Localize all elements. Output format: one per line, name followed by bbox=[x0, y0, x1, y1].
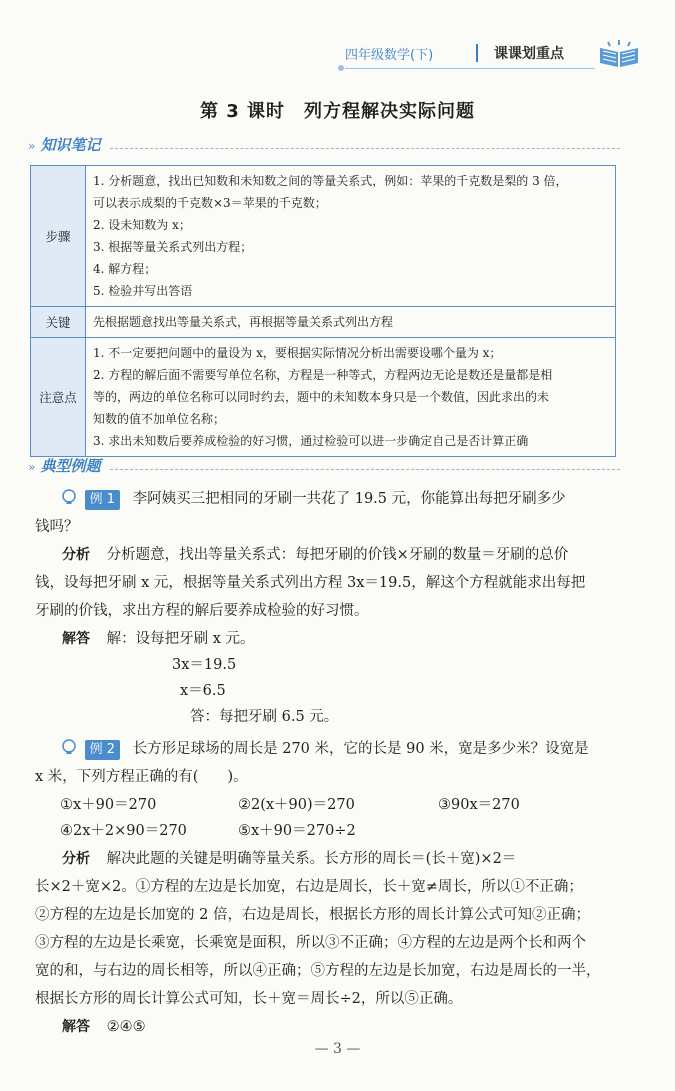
table-line: 3. 求出未知数后要养成检验的好习惯，通过检验可以进一步确定自己是否计算正确 bbox=[93, 434, 529, 448]
example1-question: 李阿姨买三把相同的牙刷一共花了 19.5 元，你能算出每把牙刷多少 bbox=[132, 491, 566, 507]
row-label: 注意点 bbox=[31, 338, 86, 457]
book-title: 四年级数学(下) bbox=[345, 48, 434, 63]
table-line: 4. 解方程； bbox=[93, 262, 157, 276]
table-line: 1. 分析题意，找出已知数和未知数之间的等量关系式，例如：苹果的千克数是梨的 3 倍， bbox=[93, 174, 568, 188]
table-line: 知数的值不加单位名称； bbox=[93, 412, 226, 426]
book-icon bbox=[598, 40, 640, 68]
table-line: 可以表示成梨的千克数×3＝苹果的千克数； bbox=[93, 196, 327, 210]
page-number: — 3 — bbox=[314, 1041, 361, 1057]
section-divider bbox=[110, 148, 620, 149]
row-label: 步骤 bbox=[31, 166, 86, 307]
table-line: 3. 根据等量关系式列出方程； bbox=[93, 240, 253, 254]
example1-question-line bbox=[60, 485, 566, 513]
answer-label: 解答 bbox=[62, 1019, 90, 1035]
table-row bbox=[31, 338, 616, 457]
example2-question-cont: x 米，下列方程正确的有( )。 bbox=[35, 769, 248, 785]
example1-question-cont: 钱吗？ bbox=[35, 519, 79, 535]
example2-analysis-line bbox=[62, 845, 516, 873]
section-examples-title: 典型例题 bbox=[40, 457, 101, 475]
example1-analysis-line bbox=[62, 541, 568, 569]
chevron-icon: » bbox=[28, 139, 36, 153]
equation-line: x＝6.5 bbox=[180, 683, 226, 699]
table-line: 等的，两边的单位名称可以同时约去，题中的未知数本身只是一个数值，因此求出的未 bbox=[93, 390, 550, 404]
option-2: ②2(x＋90)＝270 bbox=[238, 797, 355, 813]
analysis-text: 钱，设每把牙刷 x 元，根据等量关系式列出方程 3x＝19.5，解这个方程就能求出每把 bbox=[35, 575, 586, 591]
section-divider bbox=[110, 469, 620, 470]
answer-text: 解：设每把牙刷 x 元。 bbox=[106, 631, 255, 647]
table-line: 先根据题意找出等量关系式，再根据等量关系式列出方程 bbox=[93, 315, 394, 329]
answer-text: ②④⑤ bbox=[106, 1019, 146, 1035]
analysis-text: 牙刷的价钱，求出方程的解后要养成检验的好习惯。 bbox=[35, 603, 369, 619]
header-divider bbox=[476, 44, 478, 62]
equation-line: 3x＝19.5 bbox=[172, 657, 237, 673]
lightbulb-icon bbox=[60, 738, 78, 756]
example1-badge: 例 1 bbox=[85, 490, 120, 510]
table-line: 2. 方程的解后面不需要写单位名称，方程是一种等式，方程两边无论是数还是量都是相 bbox=[93, 368, 553, 382]
analysis-label: 分析 bbox=[62, 547, 90, 563]
answer-label: 解答 bbox=[62, 631, 90, 647]
example2-answer-line bbox=[62, 1013, 146, 1041]
analysis-text: 分析题意，找出等量关系式：每把牙刷的价钱×牙刷的数量＝牙刷的总价 bbox=[106, 547, 569, 563]
row-content bbox=[86, 166, 616, 307]
analysis-text: 长×2＋宽×2。①方程的左边是长加宽，右边是周长，长＋宽≠周长，所以①不正确； bbox=[35, 879, 583, 895]
knowledge-table bbox=[30, 165, 616, 457]
section-examples-header bbox=[28, 455, 100, 476]
analysis-text: ③方程的左边是长乘宽，长乘宽是面积，所以③不正确；④方程的左边是两个长和两个 bbox=[35, 935, 586, 951]
option-4: ④2x＋2×90＝270 bbox=[60, 823, 187, 839]
analysis-text: 根据长方形的周长计算公式可知，长＋宽＝周长÷2，所以⑤正确。 bbox=[35, 991, 463, 1007]
section-knowledge-title: 知识笔记 bbox=[40, 136, 101, 154]
analysis-text: 宽的和，与右边的周长相等，所以④正确；⑤方程的左边是长加宽，右边是周长的一半， bbox=[35, 963, 601, 979]
table-row bbox=[31, 307, 616, 338]
option-5: ⑤x＋90＝270÷2 bbox=[238, 823, 356, 839]
header-dot bbox=[338, 65, 344, 71]
chevron-icon: » bbox=[28, 460, 36, 474]
example2-question: 长方形足球场的周长是 270 米，它的长是 90 米，宽是多少米？设宽是 bbox=[132, 741, 589, 757]
table-line: 5. 检验并写出答语 bbox=[93, 284, 193, 298]
analysis-label: 分析 bbox=[62, 851, 90, 867]
example1-answer-line bbox=[62, 625, 255, 653]
series-title: 课课划重点 bbox=[494, 46, 564, 62]
option-3: ③90x＝270 bbox=[438, 797, 520, 813]
row-content bbox=[86, 307, 616, 338]
table-line: 1. 不一定要把问题中的量设为 x，要根据实际情况分析出需要设哪个量为 x； bbox=[93, 346, 502, 360]
example2-question-line bbox=[60, 735, 589, 763]
analysis-text: 解决此题的关键是明确等量关系。长方形的周长＝(长＋宽)×2＝ bbox=[106, 851, 517, 867]
page-header bbox=[0, 0, 675, 80]
example2-badge: 例 2 bbox=[85, 740, 120, 760]
table-line: 2. 设未知数为 x； bbox=[93, 218, 191, 232]
answer-statement: 答：每把牙刷 6.5 元。 bbox=[190, 709, 339, 725]
row-label: 关键 bbox=[31, 307, 86, 338]
section-knowledge-header bbox=[28, 134, 100, 155]
header-rule bbox=[345, 68, 595, 69]
option-1: ①x＋90＝270 bbox=[60, 797, 157, 813]
analysis-text: ②方程的左边是长加宽的 2 倍，右边是周长，根据长方形的周长计算公式可知②正确； bbox=[35, 907, 590, 923]
page-title: 第 3 课时 列方程解决实际问题 bbox=[199, 101, 476, 122]
table-row bbox=[31, 166, 616, 307]
lightbulb-icon bbox=[60, 488, 78, 506]
row-content bbox=[86, 338, 616, 457]
